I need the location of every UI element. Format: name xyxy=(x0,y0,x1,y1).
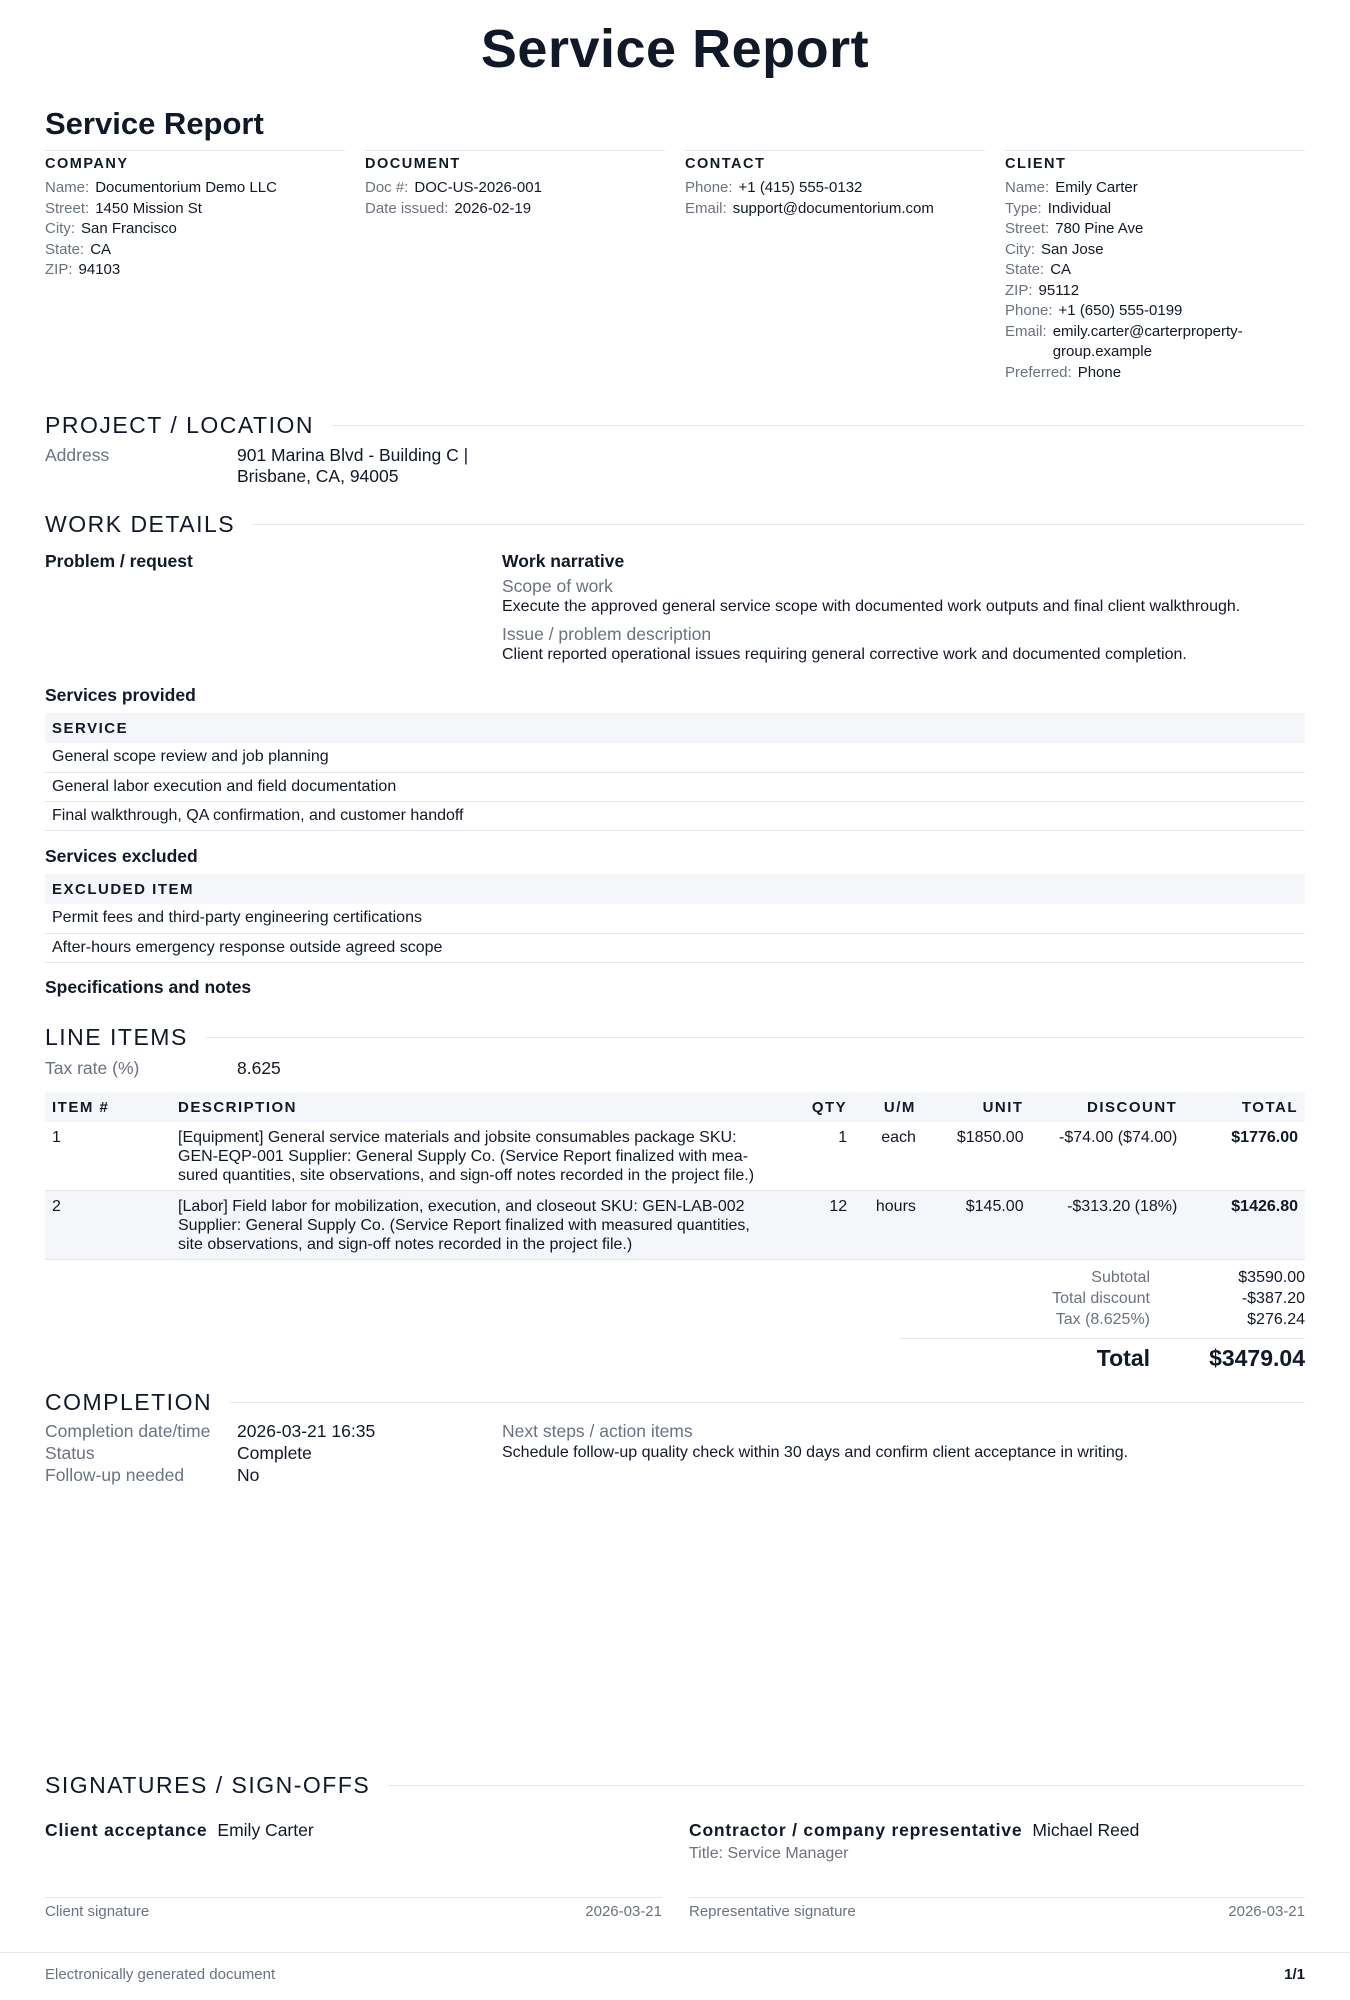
info-field-key: City: xyxy=(45,220,75,237)
tax-row xyxy=(900,1309,1305,1330)
info-field xyxy=(1005,322,1305,363)
signatures-section-title: SIGNATURES / SIGN-OFFS xyxy=(45,1772,371,1798)
col-discount: DISCOUNT xyxy=(1031,1092,1185,1122)
contact-title: CONTACT xyxy=(685,156,766,172)
info-field xyxy=(1005,219,1305,240)
section-rule xyxy=(388,1785,1305,1786)
discount-value: -$387.20 xyxy=(1241,1290,1305,1307)
rep-signature-label: Representative signature xyxy=(689,1903,856,1920)
specs-label: Specifications and notes xyxy=(45,977,252,997)
table-row xyxy=(45,743,1305,772)
completion-section-header xyxy=(45,1389,1305,1416)
info-field-value: 780 Pine Ave xyxy=(1055,220,1144,237)
description-line: [Equipment] General service materials and jobsite consumables package SKU: xyxy=(178,1129,737,1146)
col-description: DESCRIPTION xyxy=(171,1092,795,1122)
rep-title: Title: Service Manager xyxy=(689,1845,849,1862)
info-field-key: Preferred: xyxy=(1005,363,1072,381)
services-table xyxy=(45,713,1305,831)
col-qty: QTY xyxy=(795,1092,854,1122)
issue-label: Issue / problem description xyxy=(502,624,712,644)
completion-date-label: Completion date/time xyxy=(45,1421,211,1441)
item-description xyxy=(171,1122,795,1191)
col-total: TOTAL xyxy=(1184,1092,1305,1122)
info-field xyxy=(45,219,345,240)
col-item: ITEM # xyxy=(45,1092,171,1122)
client-signature-line xyxy=(45,1897,662,1898)
company-block xyxy=(45,150,345,383)
info-field-key: ZIP: xyxy=(1005,281,1033,299)
info-field xyxy=(45,199,345,220)
table-row xyxy=(45,801,1305,830)
info-field-value: 95112 xyxy=(1038,281,1080,299)
item-um: each xyxy=(854,1122,923,1191)
signatures-section-header xyxy=(45,1772,1305,1799)
rep-name: Michael Reed xyxy=(1032,1820,1140,1840)
info-field-key: Street: xyxy=(45,199,90,217)
item-description xyxy=(171,1191,795,1260)
subtotal-label: Subtotal xyxy=(1091,1269,1150,1286)
table-cell: After-hours emergency response outside agreed scope xyxy=(45,933,1305,962)
item-unit: $145.00 xyxy=(923,1191,1031,1260)
info-field-value: +1 (650) 555-0199 xyxy=(1058,302,1183,319)
info-field-value: Individual xyxy=(1047,199,1112,217)
info-field-value: CA xyxy=(90,240,112,258)
client-acceptance-name: Emily Carter xyxy=(217,1820,314,1840)
excluded-header: EXCLUDED ITEM xyxy=(45,874,1305,904)
info-field xyxy=(1005,281,1305,302)
info-field xyxy=(45,178,345,199)
company-title: COMPANY xyxy=(45,156,129,172)
item-discount: -$74.00 ($74.00) xyxy=(1031,1122,1185,1191)
work-section-title: WORK DETAILS xyxy=(45,511,236,537)
excluded-table xyxy=(45,874,1305,963)
narrative-label: Work narrative xyxy=(502,551,625,571)
item-number: 1 xyxy=(45,1122,171,1191)
issue-text: Client reported operational issues requiring general corrective work and documented completion. xyxy=(502,646,1187,663)
contact-fields xyxy=(685,178,985,219)
description-line: GEN-EQP-001 Supplier: General Supply Co. (Service Report finalized with mea- xyxy=(178,1148,749,1165)
info-field-key: Name: xyxy=(1005,179,1050,196)
report-heading: Service Report xyxy=(45,106,264,141)
info-field-value: emily.carter@carterproperty-group.example xyxy=(1052,322,1243,360)
tax-rate-label: Tax rate (%) xyxy=(45,1058,140,1078)
document-fields xyxy=(365,178,665,219)
next-steps-label: Next steps / action items xyxy=(502,1421,693,1441)
info-field-value: Phone xyxy=(1077,363,1122,381)
footer-rule xyxy=(0,1952,1350,1953)
address-line-2: Brisbane, CA, 94005 xyxy=(237,466,399,486)
services-body xyxy=(45,743,1305,830)
info-field-value: Documentorium Demo LLC xyxy=(95,179,277,196)
work-section-header xyxy=(45,511,1305,538)
info-field-value: San Francisco xyxy=(81,220,177,237)
table-cell: Permit fees and third-party engineering certifications xyxy=(45,904,1305,933)
info-field-key: Date issued: xyxy=(365,199,449,217)
client-signature-label: Client signature xyxy=(45,1903,150,1920)
info-field-key: Name: xyxy=(45,179,90,196)
info-field-key: Email: xyxy=(1005,322,1047,340)
section-rule xyxy=(206,1037,1305,1038)
page-number: 1/1 xyxy=(1284,1966,1305,1983)
table-cell: General scope review and job planning xyxy=(45,743,1305,772)
info-field-key: City: xyxy=(1005,240,1035,258)
item-um: hours xyxy=(854,1191,923,1260)
section-rule xyxy=(230,1402,1305,1403)
info-field-key: Street: xyxy=(1005,220,1050,237)
col-um: U/M xyxy=(854,1092,923,1122)
discount-row xyxy=(900,1288,1305,1309)
total-value: $3479.04 xyxy=(1209,1345,1305,1371)
description-line: Supplier: General Supply Co. (Service Report finalized with measured quantities, xyxy=(178,1217,750,1234)
info-field-key: Type: xyxy=(1005,199,1042,217)
item-unit: $1850.00 xyxy=(923,1122,1031,1191)
subtotal-row xyxy=(900,1267,1305,1288)
info-field-key: ZIP: xyxy=(45,261,73,278)
excluded-body xyxy=(45,904,1305,962)
item-discount: -$313.20 (18%) xyxy=(1031,1191,1185,1260)
info-field-value: DOC-US-2026-001 xyxy=(414,179,542,196)
discount-label: Total discount xyxy=(1052,1290,1150,1307)
client-block xyxy=(1005,150,1305,383)
client-signature-date: 2026-03-21 xyxy=(585,1903,662,1920)
info-field-value: 2026-02-19 xyxy=(454,199,532,217)
grand-total-row xyxy=(900,1338,1305,1372)
info-field xyxy=(1005,301,1305,322)
item-qty: 12 xyxy=(795,1191,854,1260)
total-label: Total xyxy=(1096,1345,1150,1371)
info-field xyxy=(45,260,345,281)
next-steps-text: Schedule follow-up quality check within 30 days and confirm client acceptance in writing. xyxy=(502,1444,1129,1461)
info-field xyxy=(365,199,665,220)
company-fields xyxy=(45,178,345,281)
item-number: 2 xyxy=(45,1191,171,1260)
line-items-body xyxy=(45,1122,1305,1260)
completion-section-title: COMPLETION xyxy=(45,1389,213,1415)
document-title-label: DOCUMENT xyxy=(365,156,461,172)
scope-text: Execute the approved general service scope with documented work outputs and final client walkthrough. xyxy=(502,598,1241,615)
document-block xyxy=(365,150,665,383)
info-field-value: CA xyxy=(1050,261,1072,278)
info-field xyxy=(1005,199,1305,220)
info-field xyxy=(365,178,665,199)
table-row xyxy=(45,933,1305,962)
client-acceptance xyxy=(45,1820,314,1841)
rep-signature-line xyxy=(689,1897,1305,1898)
footer-note: Electronically generated document xyxy=(45,1966,276,1983)
info-field xyxy=(1005,260,1305,281)
info-grid xyxy=(45,150,1305,383)
description-line: [Labor] Field labor for mobilization, execution, and closeout SKU: GEN-LAB-002 xyxy=(178,1198,745,1215)
document-title: Service Report xyxy=(480,19,870,79)
line-items-table xyxy=(45,1092,1305,1260)
info-field-value: +1 (415) 555-0132 xyxy=(738,179,863,196)
tax-label: Tax (8.625%) xyxy=(1055,1311,1150,1328)
table-row xyxy=(45,772,1305,801)
followup-value: No xyxy=(237,1465,260,1485)
client-acceptance-label: Client acceptance xyxy=(45,1820,208,1840)
totals-block xyxy=(900,1267,1305,1372)
description-line: site observations, and sign-off notes recorded in the project file.) xyxy=(178,1236,633,1253)
project-section-header xyxy=(45,412,1305,439)
info-field-value: Emily Carter xyxy=(1055,179,1138,196)
excluded-label: Services excluded xyxy=(45,846,198,866)
followup-label: Follow-up needed xyxy=(45,1465,185,1485)
project-section-title: PROJECT / LOCATION xyxy=(45,412,314,438)
info-field-key: Doc #: xyxy=(365,179,409,196)
description-line: sured quantities, site observations, and sign-off notes recorded in the project file.) xyxy=(178,1167,755,1184)
services-label: Services provided xyxy=(45,685,196,705)
item-qty: 1 xyxy=(795,1122,854,1191)
info-field xyxy=(1005,178,1305,199)
contact-block xyxy=(685,150,985,383)
info-field-value: 1450 Mission St xyxy=(95,199,202,217)
info-field xyxy=(45,240,345,261)
problem-label: Problem / request xyxy=(45,551,193,571)
info-field xyxy=(685,178,985,199)
rep-acceptance xyxy=(689,1820,1139,1841)
table-row xyxy=(45,904,1305,933)
rep-label: Contractor / company representative xyxy=(689,1820,1023,1840)
table-row xyxy=(45,1191,1305,1260)
info-field-key: State: xyxy=(1005,261,1045,278)
section-rule xyxy=(332,425,1305,426)
status-label: Status xyxy=(45,1443,95,1463)
line-items-section-title: LINE ITEMS xyxy=(45,1024,188,1050)
info-field-value: 94103 xyxy=(78,261,121,278)
client-title: CLIENT xyxy=(1005,156,1067,172)
line-items-section-header xyxy=(45,1024,1305,1051)
subtotal-value: $3590.00 xyxy=(1238,1269,1305,1286)
info-field xyxy=(1005,363,1305,384)
client-fields xyxy=(1005,178,1305,383)
scope-label: Scope of work xyxy=(502,576,613,596)
info-field-key: State: xyxy=(45,240,85,258)
address-line-1: 901 Marina Blvd - Building C | xyxy=(237,445,469,465)
table-row xyxy=(45,1122,1305,1191)
item-total: $1426.80 xyxy=(1184,1191,1305,1260)
info-field-key: Phone: xyxy=(685,179,733,196)
info-field xyxy=(685,199,985,220)
table-cell: Final walkthrough, QA confirmation, and customer handoff xyxy=(45,801,1305,830)
services-header: SERVICE xyxy=(45,713,1305,743)
tax-value: $276.24 xyxy=(1247,1311,1305,1328)
rep-signature-date: 2026-03-21 xyxy=(1228,1903,1305,1920)
info-field-value: San Jose xyxy=(1041,240,1104,258)
tax-rate-value: 8.625 xyxy=(237,1058,281,1078)
completion-date-value: 2026-03-21 16:35 xyxy=(237,1421,376,1441)
item-total: $1776.00 xyxy=(1184,1122,1305,1191)
address-label: Address xyxy=(45,445,110,465)
col-unit: UNIT xyxy=(923,1092,1031,1122)
info-field-key: Phone: xyxy=(1005,302,1053,319)
section-rule xyxy=(253,524,1305,525)
info-field-value: support@documentorium.com xyxy=(732,199,934,217)
info-field xyxy=(1005,240,1305,261)
status-value: Complete xyxy=(237,1443,312,1463)
table-cell: General labor execution and field documentation xyxy=(45,772,1305,801)
info-field-key: Email: xyxy=(685,199,727,217)
